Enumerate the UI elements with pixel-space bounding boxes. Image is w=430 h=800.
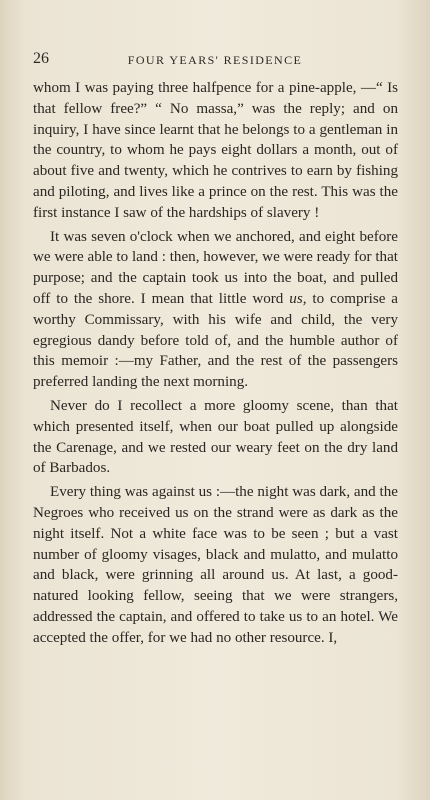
page-number: 26 — [33, 50, 49, 67]
paragraph-2 — [33, 227, 398, 393]
running-head: FOUR YEARS' RESIDENCE — [127, 53, 303, 67]
paragraph-1: whom I was paying three halfpence for a pine-apple, —“ Is that fellow free?” “ No massa,” was the reply; and on inquiry, I have since learnt that he belongs to a gentleman in the country, to whom he pays eight dollars a month, out of about five and twenty, which he contrives to earn by fishing and piloting, and lives like a prince on the rest. This was the first instance I saw of the hardships of slavery ! — [33, 80, 398, 221]
paragraph-2-after: to comprise a worthy Commissary, with his wife and child, the very egregious dandy before told of, and the humble author of this memoir :—my Father, and the rest of the passengers preferred landing the next morning. — [33, 290, 399, 391]
paragraph-2-emphasis: us, — [289, 290, 307, 307]
page-header — [33, 50, 397, 74]
paragraph-2-before: It was seven o'clock when we anchored, and eight before we were able to land : then, however, we were ready for that purpose; and the captain took us into the boat, and pulled off to the shore. I mean that little word — [33, 228, 398, 307]
paragraph-3: Never do I recollect a more gloomy scene, than that which presented itself, when our boat pulled up alongside the Carenage, and we rested our weary feet on the dry land of Barbados. — [33, 397, 398, 477]
body-text — [33, 78, 398, 649]
paragraph-4: Every thing was against us :—the night was dark, and the Negroes who received us on the strand were as dark as the night itself. Not a white face was to be seen ; but a vast number of gloomy visages, black and mulatto, and mulatto and black, were grinning all around us. At last, a good-natured looking fellow, seeing that we were strangers, addressed the captain, and offered to take us to an hotel. We accepted the offer, for we had no other resource. I, — [33, 484, 398, 646]
